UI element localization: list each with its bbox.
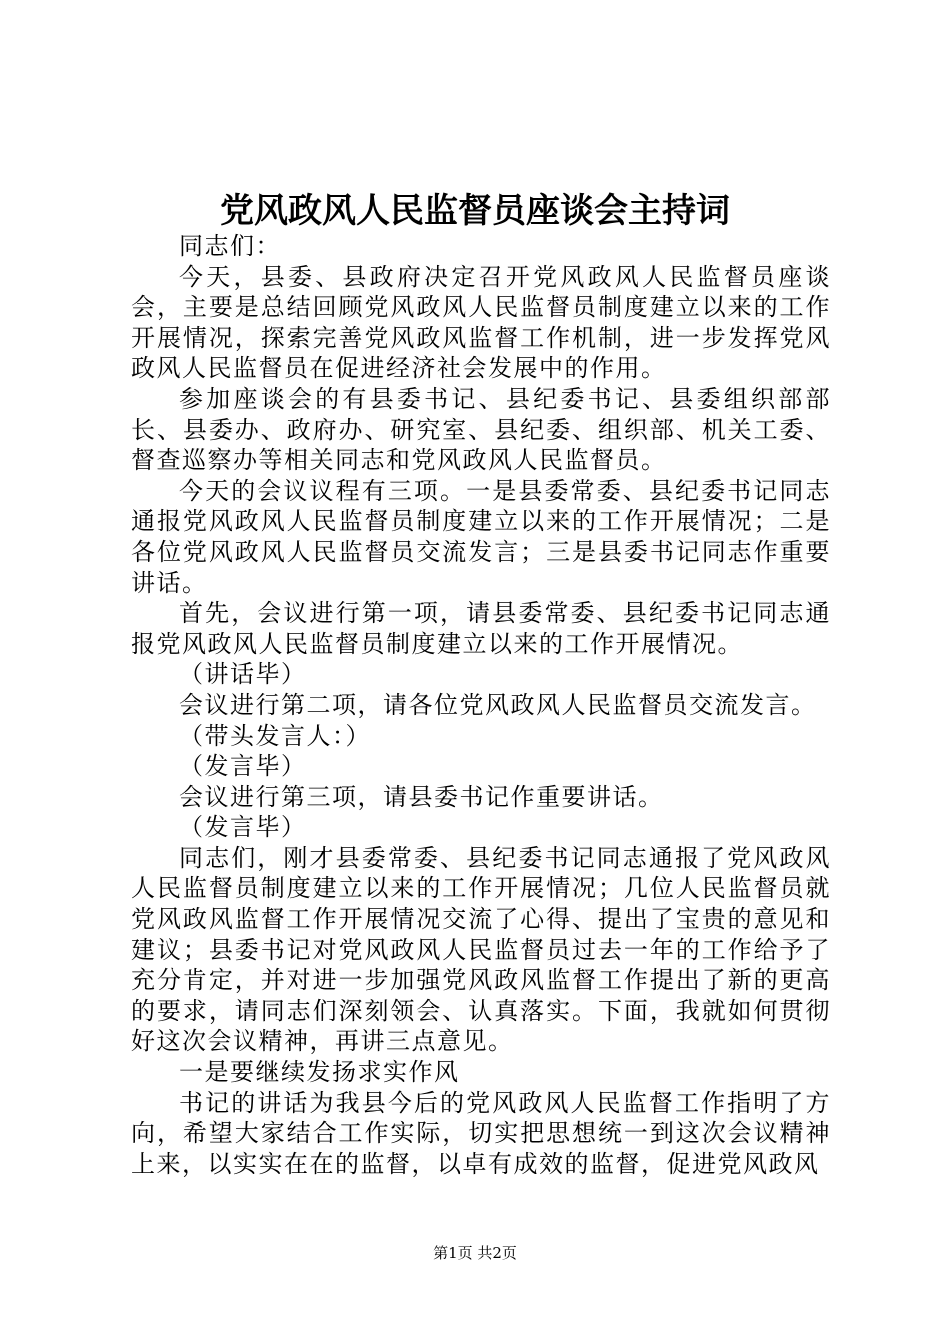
paragraph-lead-speaker: （带头发言人：） (179, 721, 371, 750)
paragraph-item-two: 会议进行第二项，请各位党风政风人民监督员交流发言。 (179, 690, 817, 719)
page-footer: 第1页 共2页 (433, 1244, 517, 1262)
paragraph-summary: 同志们，刚才县委常委、县纪委书记同志通报了党风政风人民监督员制度建立以来的工作开展情况；几位人民监督员就党风政风监督工作开展情况交流了心得、提出了宝贵的意见和建议；县委书记对党风政风人民监督员过去一年的工作给予了充分肯定，并对进一步加强党风政风监督工作提出了新的更高的要求，请同志们深刻领会、认真落实。下面，我就如何贯彻好这次会议精神，再讲三点意见。 (131, 843, 831, 1056)
paragraph-point-one-body: 书记的讲话为我县今后的党风政风人民监督工作指明了方向，希望大家结合工作实际，切实把思想统一到这次会议精神上来，以实实在在的监督，以卓有成效的监督，促进党风政风 (131, 1088, 831, 1178)
paragraph-item-three: 会议进行第三项，请县委书记作重要讲话。 (179, 782, 664, 811)
paragraph-opening: 今天，县委、县政府决定召开党风政风人民监督员座谈会，主要是总结回顾党风政风人民监督员制度建立以来的工作开展情况，探索完善党风政风监督工作机制，进一步发挥党风政风人民监督员在促进经济社会发展中的作用。 (131, 262, 831, 383)
paragraph-remarks-end-2: （发言毕） (179, 813, 307, 842)
paragraph-point-one-heading: 一是要继续发扬求实作风 (179, 1058, 460, 1087)
paragraph-speech-end: （讲话毕） (179, 660, 307, 689)
document-title: 党风政风人民监督员座谈会主持词 (220, 191, 730, 231)
paragraph-item-one: 首先，会议进行第一项，请县委常委、县纪委书记同志通报党风政风人民监督员制度建立以来的工作开展情况。 (131, 599, 831, 658)
paragraph-attendees: 参加座谈会的有县委书记、县纪委书记、县委组织部部长、县委办、政府办、研究室、县纪委、组织部、机关工委、督查巡察办等相关同志和党风政风人民监督员。 (131, 384, 831, 475)
paragraph-agenda: 今天的会议议程有三项。一是县委常委、县纪委书记同志通报党风政风人民监督员制度建立以来的工作开展情况；二是各位党风政风人民监督员交流发言；三是县委书记同志作重要讲话。 (131, 476, 831, 597)
paragraph-remarks-end-1: （发言毕） (179, 752, 307, 781)
document-body (131, 231, 831, 1179)
paragraph-salutation: 同志们： (179, 232, 281, 260)
